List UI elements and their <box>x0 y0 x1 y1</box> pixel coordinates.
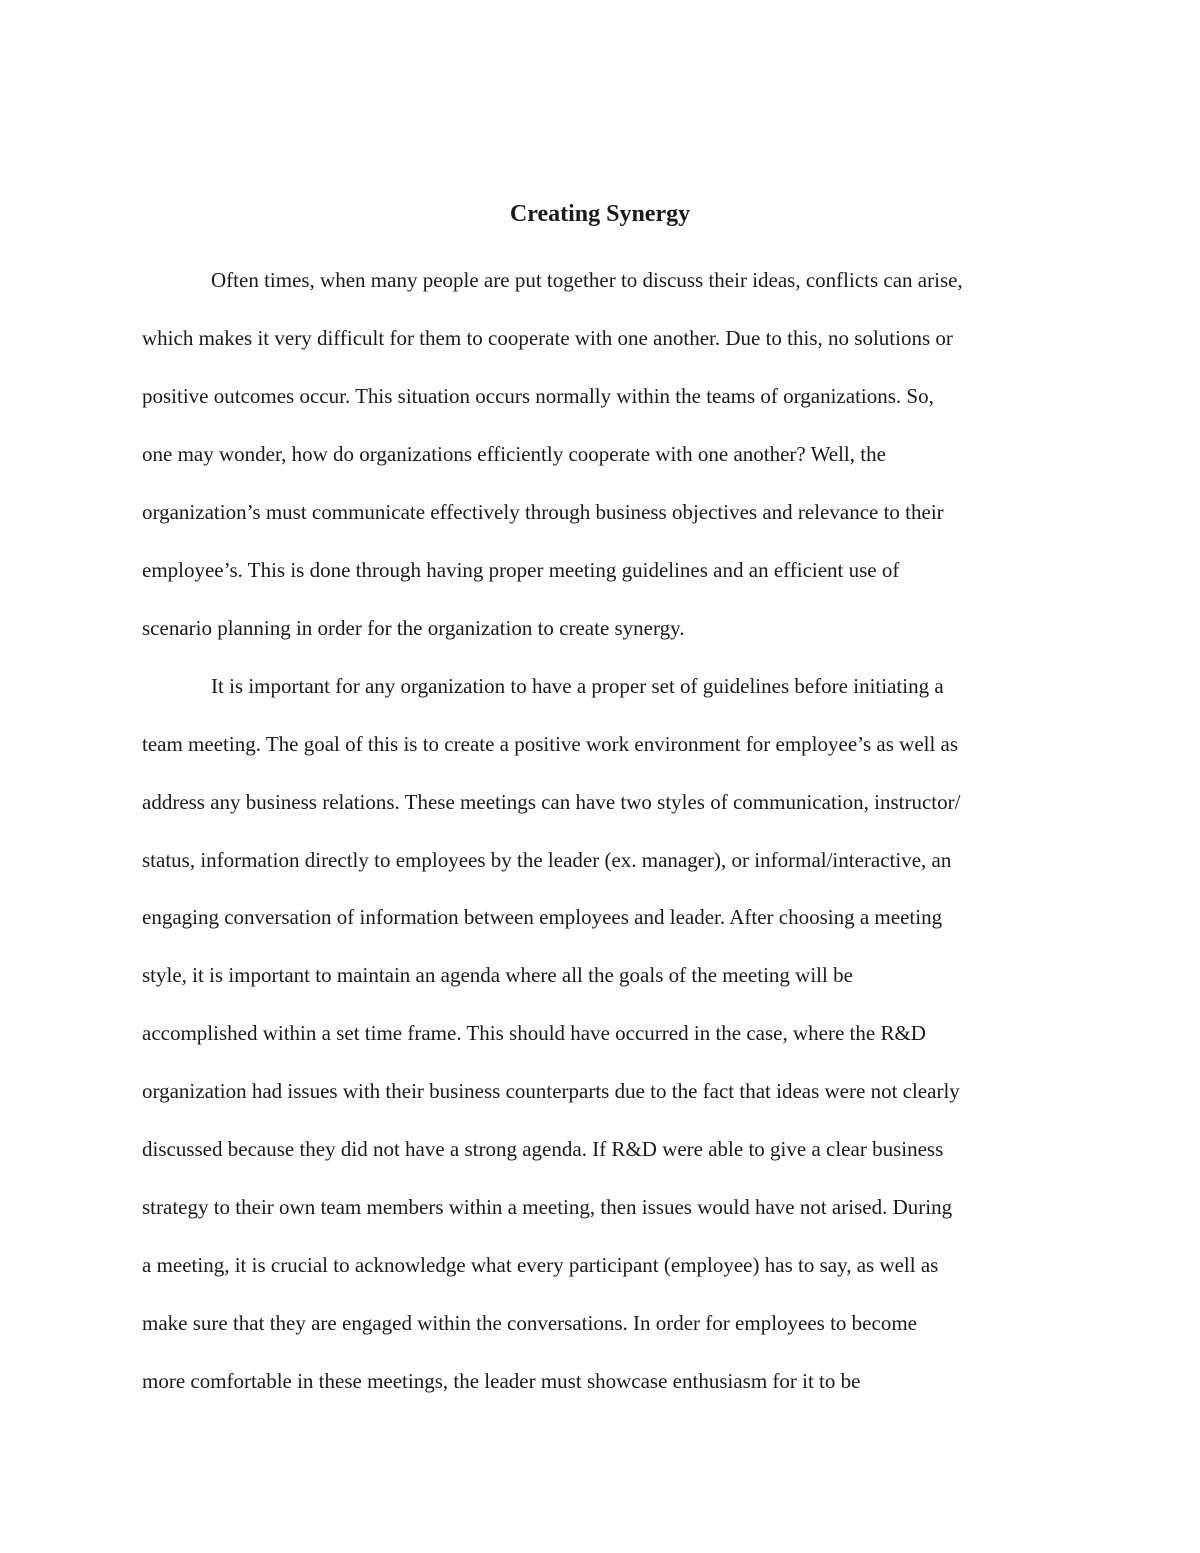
paragraph-2-line-4: status, information directly to employees by the leader (ex. manager), or informal/interactive, an <box>142 848 952 872</box>
paragraph-2-line-2: team meeting. The goal of this is to create a positive work environment for employee’s as well as <box>142 732 959 756</box>
paragraph-2-line-5: engaging conversation of information between employees and leader. After choosing a meeting <box>142 905 943 929</box>
paragraph-2-line-1: It is important for any organization to have a proper set of guidelines before initiating a <box>211 674 944 698</box>
paragraph-2-line-13: more comfortable in these meetings, the leader must showcase enthusiasm for it to be <box>142 1369 861 1393</box>
paragraph-1-line-1: Often times, when many people are put together to discuss their ideas, conflicts can arise, <box>211 268 963 292</box>
paragraph-2-line-12: make sure that they are engaged within the conversations. In order for employees to become <box>142 1311 917 1335</box>
document-title: Creating Synergy <box>509 201 691 227</box>
paragraph-1-line-5: organization’s must communicate effectively through business objectives and relevance to their <box>142 500 944 524</box>
paragraph-2-line-3: address any business relations. These meetings can have two styles of communication, instructor/ <box>142 790 961 814</box>
paragraph-1-line-4: one may wonder, how do organizations efficiently cooperate with one another? Well, the <box>142 442 886 466</box>
paragraph-2-line-7: accomplished within a set time frame. This should have occurred in the case, where the R&D <box>142 1021 926 1045</box>
paragraph-1-line-7: scenario planning in order for the organization to create synergy. <box>142 616 685 640</box>
paragraph-2-line-10: strategy to their own team members within a meeting, then issues would have not arised. During <box>142 1195 953 1219</box>
paragraph-2-line-9: discussed because they did not have a strong agenda. If R&D were able to give a clear business <box>142 1137 944 1161</box>
paragraph-2-line-6: style, it is important to maintain an agenda where all the goals of the meeting will be <box>142 963 853 987</box>
paragraph-1-line-2: which makes it very difficult for them to cooperate with one another. Due to this, no solutions or <box>142 326 953 350</box>
paragraph-1-line-6: employee’s. This is done through having proper meeting guidelines and an efficient use of <box>142 558 900 582</box>
paragraph-2-line-8: organization had issues with their business counterparts due to the fact that ideas were not clearly <box>142 1079 960 1103</box>
paragraph-2-line-11: a meeting, it is crucial to acknowledge what every participant (employee) has to say, as well as <box>142 1253 939 1277</box>
paragraph-1-line-3: positive outcomes occur. This situation occurs normally within the teams of organizations. So, <box>142 384 934 408</box>
